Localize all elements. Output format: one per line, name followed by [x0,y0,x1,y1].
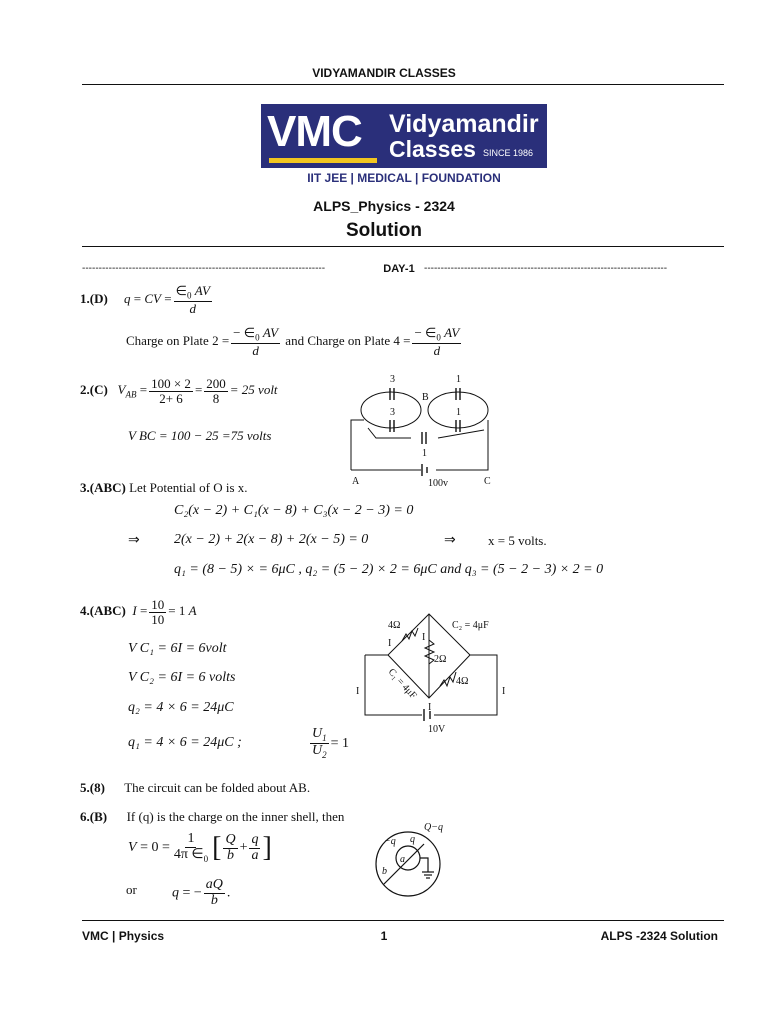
header-rule [82,84,724,85]
q5-line [80,780,310,796]
footer-page-number: 1 [380,929,388,943]
q3-arrow-2: ⇒ [444,533,456,548]
q4-vc1: V C₁ = 6I = 6volt [128,641,227,656]
q3-intro-line [80,480,248,496]
q4-label: 4.(ABC) [80,603,126,619]
q2-node-c: C [484,476,491,487]
q4-current-top: I [388,638,392,649]
q3-eq1: C₂(x − 2) + C₁(x − 8) + C₃(x − 2 − 3) = 0 [174,503,414,518]
q5-text: The circuit can be folded about AB. [124,780,311,795]
q3-eq3: q₁ = (8 − 5) × = 6μC , q₂ = (5 − 2) × 2 = 6μC and q₃ = (5 − 2 − 3) × 2 = 0 [174,562,604,577]
q4-vc2: V C₂ = 6I = 6 volts [128,670,236,685]
logo-name2: Classes [389,136,476,162]
q3-result: x = 5 volts. [488,533,547,548]
q2-c-label: 1 [456,407,461,418]
q2-c-label: 1 [456,374,461,385]
footer-left: VMC | Physics [82,929,165,943]
footer-rule [82,920,724,921]
q1-label: 1.(D) [80,290,108,306]
q1-formula: 1.(D) q = CV = $\frac{\in_0 AV}{d}$ [80,283,210,317]
q3-label: 3.(ABC) [80,480,126,495]
q2-vab-result: = 25 volt [229,382,278,398]
q4-current-right: I [502,686,506,697]
q3-eq2: 2(x − 2) + 2(x − 8) + 2(x − 5) = 0 [174,532,369,547]
day-dashes-left: ------------------------------------------------------------------------- [82,263,326,274]
q6-fig-mq: −q [384,836,396,847]
q4-current-mid: I [422,632,426,643]
q4-current: 4.(ABC) I = $\frac{10}{10}$ = 1 A [80,597,197,627]
q4-c1: C₁ = 4μF [385,666,419,702]
q4-current-left: I [356,686,360,697]
q4-energy-ratio: $\frac{U_1}{U_2}$ = 1 [312,726,350,761]
logo-since: SINCE 1986 [483,148,534,158]
day-dashes-right: ------------------------------------------------------------------------- [423,263,668,274]
day-divider [82,263,724,275]
q2-c-label: 1 [422,448,427,459]
logo-name1: Vidyamandir [389,110,539,138]
q4-r1: 4Ω [388,620,401,631]
q2-c-label: 3 [390,407,395,418]
day-label: DAY-1 [383,263,415,275]
logo-tagline: IIT JEE | MEDICAL | FOUNDATION [307,171,501,185]
q6-fig-outer: Q−q [424,822,443,833]
q2-node-a: A [352,476,360,487]
q1-and-text: and Charge on Plate [285,332,391,348]
q4-r2: 2Ω [434,654,447,665]
q6-fig-q: q [410,834,415,845]
logo-underline [269,158,377,163]
q3-arrow-1: ⇒ [128,533,140,548]
q2-node-b: B [422,392,429,403]
q1-charge-line: Charge on Plate 2 = $\frac{- \in_0 AV}{d}$ and Charge on Plate 4 = $\frac{- \in_0 AV}{d}$ [126,325,460,359]
q2-vbc: V BC = 100 − 25 =75 volts [128,428,272,443]
q2-circuit [346,370,496,490]
q4-current-bottom: I [428,702,432,713]
q6-label: 6.(B) [80,809,108,824]
logo-brand: VMC [267,107,362,156]
q5-label: 5.(8) [80,780,105,795]
q4-c2: C₂ = 4μF [452,620,489,631]
q4-q1: q₁ = 4 × 6 = 24μC ; [128,735,242,750]
q6-or: or [126,882,137,897]
q4-r3: 4Ω [456,676,469,687]
q6-fig-b: b [382,866,387,877]
q6-result: q = − $\frac{aQ}{b}$ . [172,877,231,908]
q6-fig-a: a [400,854,405,865]
q2-battery: 100v [428,478,448,489]
q6-potential: V = 0 = $\frac{1}{4\pi \in_0}$ [ $\frac{Q}{b}$ + $\frac{q}{a}$ ] [128,831,272,864]
q3-intro: Let Potential of O is x. [129,480,248,495]
header-title: VIDYAMANDIR CLASSES [312,66,456,80]
q6-text: If (q) is the charge on the inner shell, then [126,809,345,824]
q1-charge-text: Charge on Plate [126,332,209,348]
title-rule [82,246,724,247]
q2-label: 2.(C) [80,382,108,398]
q2-vab: 2.(C) $V_{AB}$ = $\frac{100 \times 2}{2+ 6}$ = $\frac{200}{8}$ = 25 volt [80,376,278,406]
doc-title: Solution [346,220,422,241]
vmc-logo [261,104,547,188]
footer-right: ALPS -2324 Solution [600,929,718,943]
doc-subtitle: ALPS_Physics - 2324 [313,198,455,214]
q4-battery: 10V [428,724,446,735]
q4-circuit [352,610,512,735]
q4-q2: q₂ = 4 × 6 = 24μC [128,700,234,715]
q2-c-label: 3 [390,374,395,385]
q6-line [80,809,344,825]
q6-shell-figure [372,818,472,902]
